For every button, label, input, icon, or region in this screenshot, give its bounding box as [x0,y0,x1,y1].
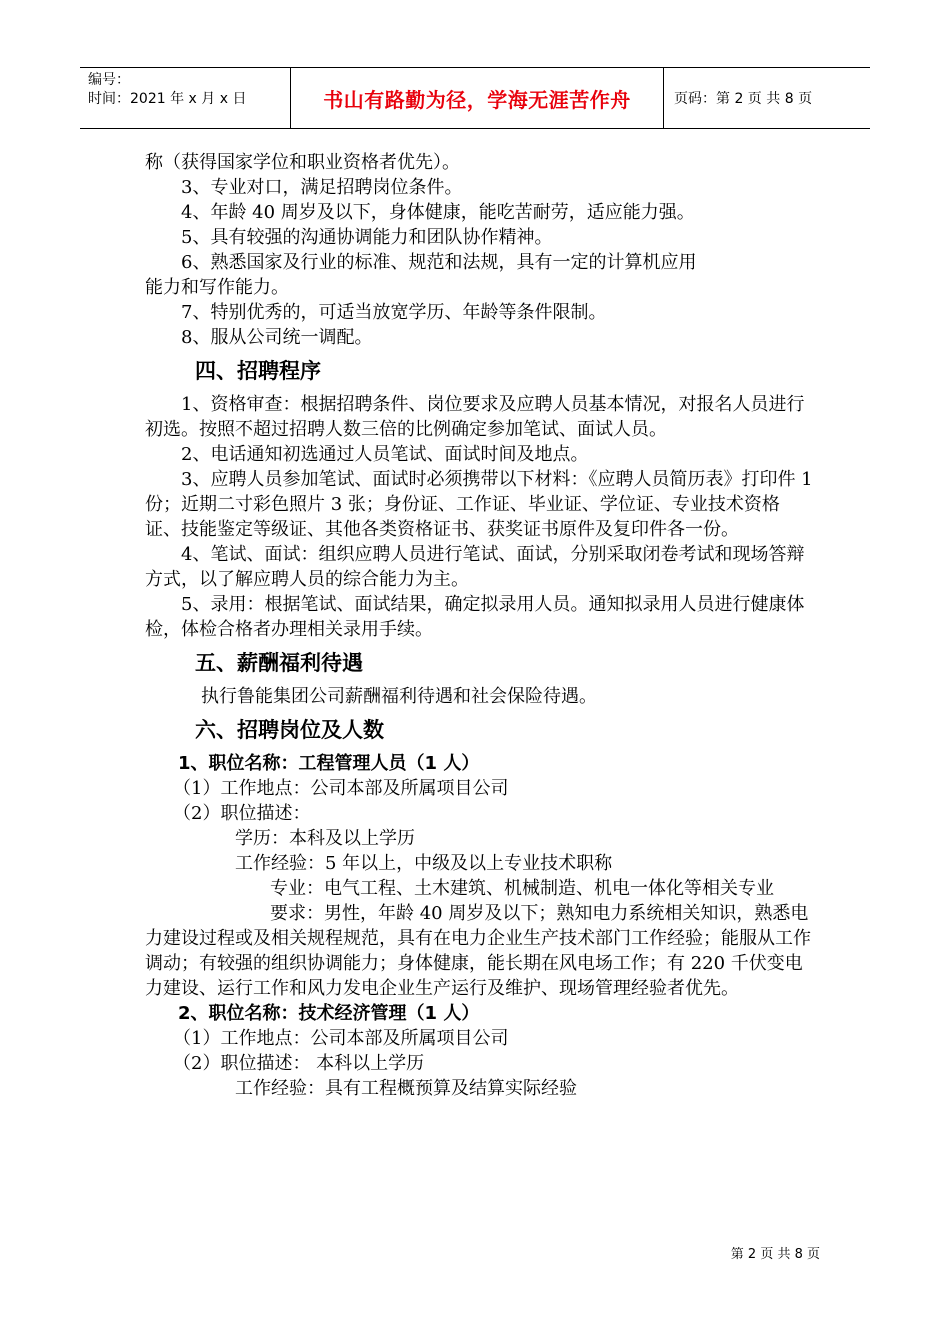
header-meta [80,68,291,128]
intro-line: 6、熟悉国家及行业的标准、规范和法规，具有一定的计算机应用 [181,252,697,273]
section-heading: 六、招聘岗位及人数 [195,718,384,742]
job-desc-label: （2）职位描述： [173,803,311,824]
job-title [145,1001,813,1026]
intro-line: 称（获得国家学位和职业资格者优先）。 [145,152,460,173]
document-body [145,150,813,1101]
procedure-item: 1、资格审查：根据招聘条件、岗位要求及应聘人员基本情况，对报名人员进行初选。按照不超过招聘人数三倍的比例确定参加笔试、面试人员。 [145,394,805,440]
job-requirements: 要求：男性，年龄 40 周岁及以下；熟知电力系统相关知识，熟悉电力建设过程或及相关规程规范，具有在电力企业生产技术部门工作经验；能服从工作调动；有较强的组织协调能力；身体健康，能长期在风电场工作；有 220 千伏变电力建设、运行工作和风力发电企业生产运行及维护、现场管理经验者优先。 [145,903,811,999]
job-experience: 工作经验：具有工程概预算及结算实际经验 [235,1078,577,1099]
procedure-item: 3、应聘人员参加笔试、面试时必须携带以下材料：《应聘人员简历表》打印件 1 份；近期二寸彩色照片 3 张；身份证、工作证、毕业证、学位证、专业技术资格证、技能鉴定等级证、其他各类资格证书、获奖证书原件及复印件各一份。 [145,469,813,540]
header-motto: 书山有路勤为径，学海无涯苦作舟 [291,68,664,128]
intro-line: 4、年龄 40 周岁及以下，身体健康，能吃苦耐劳，适应能力强。 [181,202,695,223]
section-heading: 四、招聘程序 [195,359,321,383]
intro-line: 能力和写作能力。 [145,277,289,298]
job-desc: （2）职位描述： 本科以上学历 [173,1053,425,1074]
intro-line: 7、特别优秀的，可适当放宽学历、年龄等条件限制。 [181,302,607,323]
page-footer: 第 2 页 共 8 页 [730,1247,820,1262]
job-major: 专业：电气工程、土木建筑、机械制造、机电一体化等相关专业 [270,878,774,899]
intro-line: 5、具有较强的沟通协调能力和团队协作精神。 [181,227,553,248]
job-location: （1）工作地点：公司本部及所属项目公司 [173,1028,509,1049]
job-experience: 工作经验：5 年以上，中级及以上专业技术职称 [235,853,613,874]
job-title [145,751,813,776]
job-education: 学历：本科及以上学历 [235,828,415,849]
document-date: 时间：2021 年 x 月 x 日 [88,91,247,107]
job-title-text: 1、职位名称：工程管理人员（1 人） [178,753,480,774]
intro-line: 3、专业对口，满足招聘岗位条件。 [181,177,463,198]
procedure-item: 2、电话通知初选通过人员笔试、面试时间及地点。 [181,444,589,465]
procedure-item: 5、录用：根据笔试、面试结果，确定拟录用人员。通知拟录用人员进行健康体检，体检合格者办理相关录用手续。 [145,594,805,640]
salary-text: 执行鲁能集团公司薪酬福利待遇和社会保险待遇。 [201,686,597,707]
header-page-code: 页码：第 2 页 共 8 页 [674,91,813,107]
page-header [80,67,870,129]
section-heading: 五、薪酬福利待遇 [195,651,363,675]
procedure-item: 4、笔试、面试：组织应聘人员进行笔试、面试，分别采取闭卷考试和现场答辩方式，以了解应聘人员的综合能力为主。 [145,544,805,590]
job-title-text: 2、职位名称：技术经济管理（1 人） [178,1003,480,1024]
document-number-label: 编号： [88,72,130,88]
job-location: （1）工作地点：公司本部及所属项目公司 [173,778,509,799]
intro-line: 8、服从公司统一调配。 [181,327,373,348]
